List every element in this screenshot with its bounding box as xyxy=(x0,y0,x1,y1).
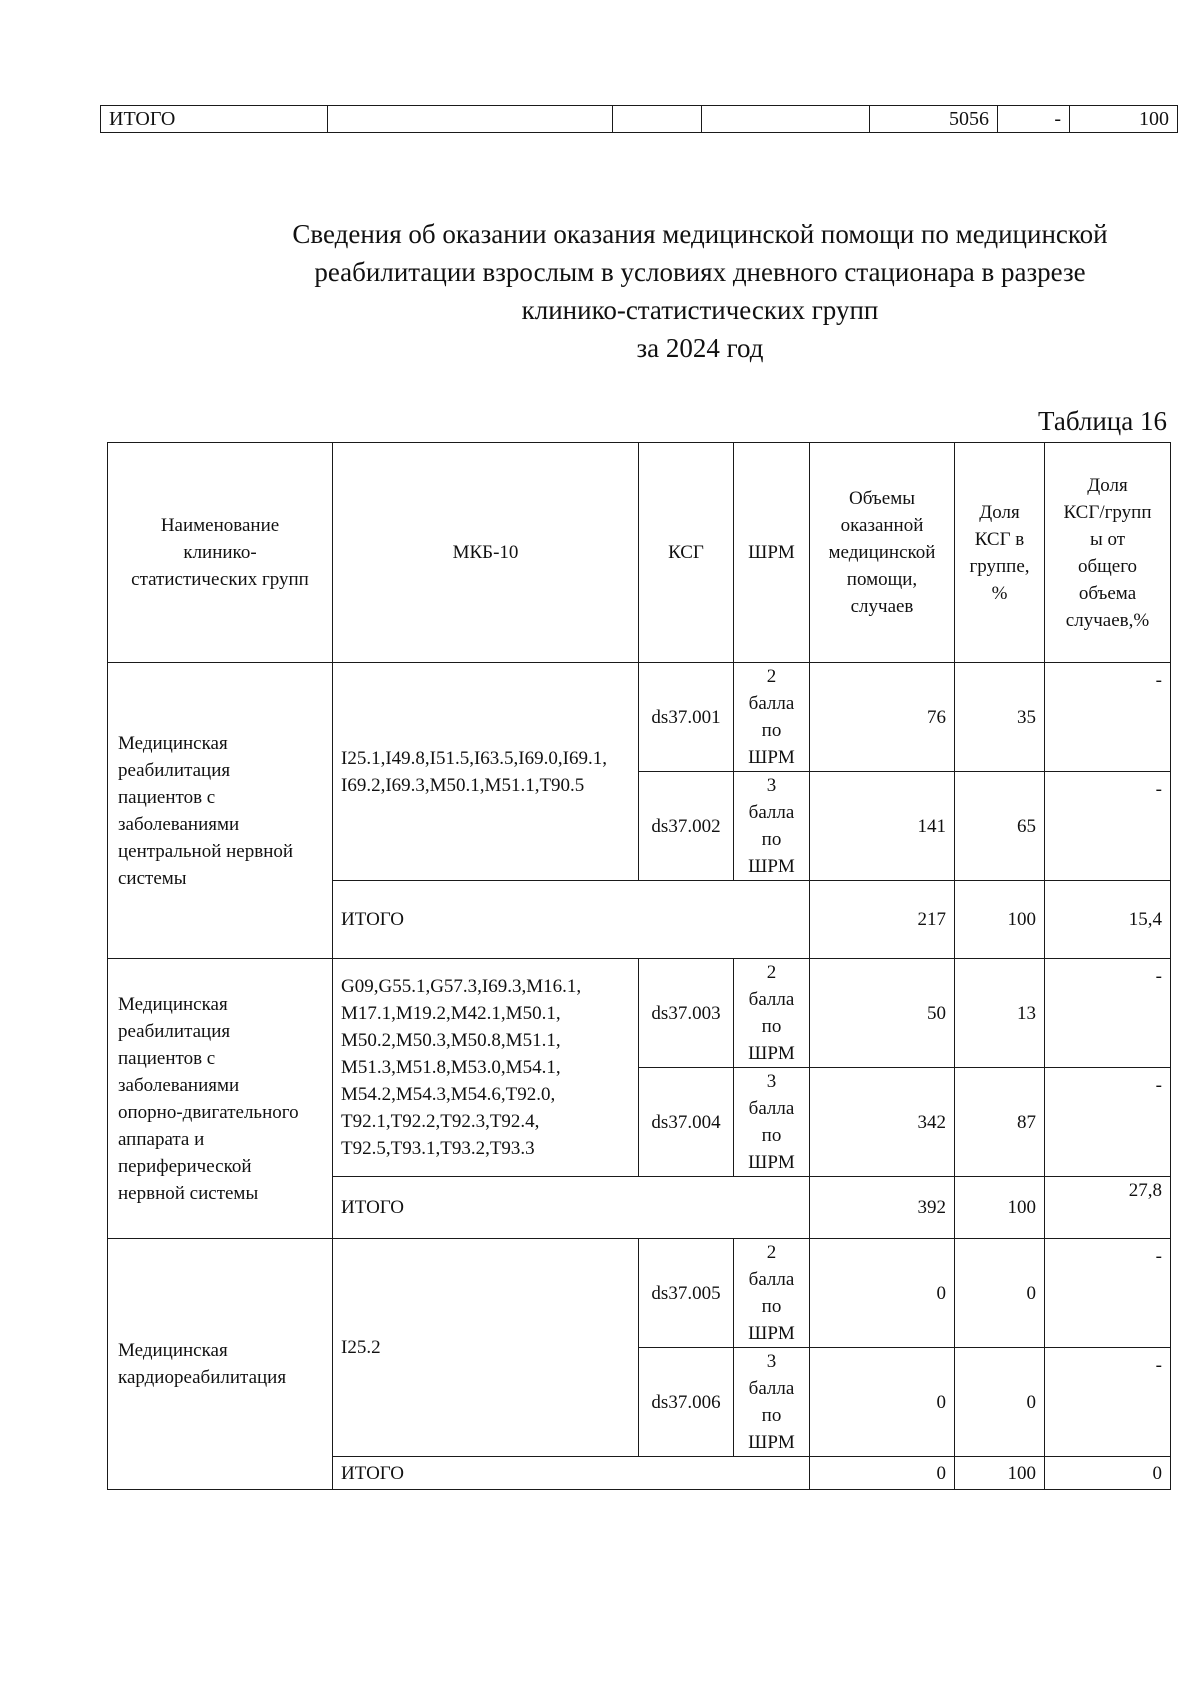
total-share: - xyxy=(1045,959,1171,1068)
cell-line: балла xyxy=(748,693,795,714)
cell-line: пациентов с xyxy=(118,1047,216,1069)
cell-line: I25.2 xyxy=(341,1337,381,1358)
ksg-code: ds37.001 xyxy=(639,663,734,772)
group-total-overall-share: 15,4 xyxy=(1045,881,1171,959)
header-mkb: МКБ-10 xyxy=(333,443,639,663)
ksg-code: ds37.006 xyxy=(639,1348,734,1457)
ksg-row xyxy=(108,959,1171,1068)
title-line: за 2024 год xyxy=(636,333,764,363)
top-summary-empty-cell xyxy=(613,106,702,133)
cell-line: балла xyxy=(748,1269,795,1290)
mkb-codes xyxy=(333,663,639,881)
mkb-codes xyxy=(333,1239,639,1457)
cell-line: по xyxy=(761,720,782,741)
shrm-score xyxy=(734,1239,810,1348)
cell-line: заболеваниями xyxy=(118,813,240,835)
cell-line: M50.2,M50.3,M50.8,M51.1, xyxy=(341,1030,561,1051)
total-share: - xyxy=(1045,1239,1171,1348)
top-summary-total: 100 xyxy=(1070,106,1178,133)
group-name xyxy=(108,959,333,1239)
cell-line: пациентов с xyxy=(118,786,216,808)
cell-line: системы xyxy=(118,867,187,889)
header-group-name: Наименование клинико- статистических групп xyxy=(108,443,333,663)
cell-line: I25.1,I49.8,I51.5,I63.5,I69.0,I69.1, xyxy=(341,747,607,769)
top-summary-empty-cell xyxy=(702,106,870,133)
cell-line: периферической xyxy=(118,1155,252,1177)
cell-line: ШРМ xyxy=(748,1323,795,1344)
cell-line: по xyxy=(761,1296,782,1317)
cell-line: нервной системы xyxy=(118,1182,259,1204)
group-total-volume: 0 xyxy=(810,1457,955,1490)
group-share: 65 xyxy=(955,772,1045,881)
cell-line: M51.3,M51.8,M53.0,M54.1, xyxy=(341,1057,561,1078)
cell-line: по xyxy=(761,1016,782,1037)
top-summary-label: ИТОГО xyxy=(101,106,328,133)
total-share: - xyxy=(1045,772,1171,881)
cell-line: ШРМ xyxy=(748,1152,795,1173)
group-total-share: 100 xyxy=(955,881,1045,959)
cell-line: 3 xyxy=(766,1351,777,1372)
rehab-ksg-table xyxy=(107,442,1171,1490)
group-share: 13 xyxy=(955,959,1045,1068)
total-share: - xyxy=(1045,1348,1171,1457)
cell-line: 3 xyxy=(766,775,777,796)
cell-line: I69.2,I69.3,M50.1,M51.1,T90.5 xyxy=(341,774,585,796)
ksg-code: ds37.005 xyxy=(639,1239,734,1348)
group-total-share: 100 xyxy=(955,1177,1045,1239)
shrm-score xyxy=(734,1068,810,1177)
table-header-row xyxy=(108,443,1171,663)
cell-line: по xyxy=(761,829,782,850)
cell-line: по xyxy=(761,1125,782,1146)
cell-line: G09,G55.1,G57.3,I69.3,M16.1, xyxy=(341,976,582,997)
cell-line: балла xyxy=(748,1378,795,1399)
cell-line: балла xyxy=(748,1098,795,1119)
cell-line: T92.5,T93.1,T93.2,T93.3 xyxy=(341,1138,535,1159)
group-total-label: ИТОГО xyxy=(333,1177,810,1239)
header-volume: Объемы оказанной медицинской помощи, случаев xyxy=(810,443,955,663)
top-summary-empty-cell xyxy=(328,106,613,133)
cell-line: Медицинская xyxy=(118,993,228,1015)
volume-cases: 76 xyxy=(810,663,955,772)
cell-line: по xyxy=(761,1405,782,1426)
mkb-codes xyxy=(333,959,639,1177)
group-name xyxy=(108,663,333,959)
cell-line: заболеваниями xyxy=(118,1074,240,1096)
shrm-score xyxy=(734,663,810,772)
total-share: - xyxy=(1045,1068,1171,1177)
volume-cases: 0 xyxy=(810,1239,955,1348)
cell-line: ШРМ xyxy=(748,747,795,768)
group-name xyxy=(108,1239,333,1490)
ksg-row xyxy=(108,1239,1171,1348)
cell-line: 3 xyxy=(766,1071,777,1092)
shrm-score xyxy=(734,1348,810,1457)
cell-line: M54.2,M54.3,M54.6,T92.0, xyxy=(341,1084,556,1105)
cell-line: кардиореабилитация xyxy=(118,1367,287,1388)
title-line: реабилитации взрослым в условиях дневного стационара в разрезе xyxy=(314,257,1086,287)
top-summary-table xyxy=(100,105,1178,133)
title-line: клинико-статистических групп xyxy=(521,295,879,325)
ksg-row xyxy=(108,663,1171,772)
cell-line: ШРМ xyxy=(748,856,795,877)
cell-line: Медицинская xyxy=(118,1340,228,1361)
header-ksg: КСГ xyxy=(639,443,734,663)
header-shrm: ШРМ xyxy=(734,443,810,663)
document-title xyxy=(200,215,1200,367)
header-group-share: Доля КСГ в группе, % xyxy=(955,443,1045,663)
cell-line: центральной нервной xyxy=(118,840,294,862)
volume-cases: 141 xyxy=(810,772,955,881)
table-number-label: Таблица 16 xyxy=(1038,406,1167,436)
cell-line: реабилитация xyxy=(118,1020,231,1042)
group-total-label: ИТОГО xyxy=(333,1457,810,1490)
group-total-overall-share: 0 xyxy=(1045,1457,1171,1490)
group-total-overall-share: 27,8 xyxy=(1045,1177,1171,1239)
cell-line: Медицинская xyxy=(118,732,228,754)
cell-line: аппарата и xyxy=(118,1128,205,1150)
cell-line: ШРМ xyxy=(748,1432,795,1453)
cell-line: M17.1,M19.2,M42.1,M50.1, xyxy=(341,1003,561,1024)
group-share: 0 xyxy=(955,1239,1045,1348)
top-summary-row xyxy=(101,106,1178,133)
shrm-score xyxy=(734,959,810,1068)
group-share: 87 xyxy=(955,1068,1045,1177)
cell-line: 2 xyxy=(766,962,777,983)
total-share: - xyxy=(1045,663,1171,772)
cell-line: T92.1,T92.2,T92.3,T92.4, xyxy=(341,1111,540,1132)
shrm-score xyxy=(734,772,810,881)
group-total-volume: 392 xyxy=(810,1177,955,1239)
header-total-share: Доля КСГ/групп ы от общего объема случаев,% xyxy=(1045,443,1171,663)
group-share: 0 xyxy=(955,1348,1045,1457)
ksg-code: ds37.003 xyxy=(639,959,734,1068)
volume-cases: 342 xyxy=(810,1068,955,1177)
group-total-share: 100 xyxy=(955,1457,1045,1490)
top-summary-volume: 5056 xyxy=(870,106,998,133)
group-share: 35 xyxy=(955,663,1045,772)
volume-cases: 50 xyxy=(810,959,955,1068)
top-summary-share: - xyxy=(998,106,1070,133)
ksg-code: ds37.004 xyxy=(639,1068,734,1177)
cell-line: балла xyxy=(748,989,795,1010)
volume-cases: 0 xyxy=(810,1348,955,1457)
cell-line: ШРМ xyxy=(748,1043,795,1064)
cell-line: 2 xyxy=(766,1242,777,1263)
group-total-label: ИТОГО xyxy=(333,881,810,959)
cell-line: балла xyxy=(748,802,795,823)
cell-line: опорно-двигательного xyxy=(118,1101,299,1123)
ksg-code: ds37.002 xyxy=(639,772,734,881)
title-line: Сведения об оказании оказания медицинской помощи по медицинской xyxy=(292,219,1108,249)
cell-line: 2 xyxy=(766,666,777,687)
cell-line: реабилитация xyxy=(118,759,231,781)
group-total-volume: 217 xyxy=(810,881,955,959)
